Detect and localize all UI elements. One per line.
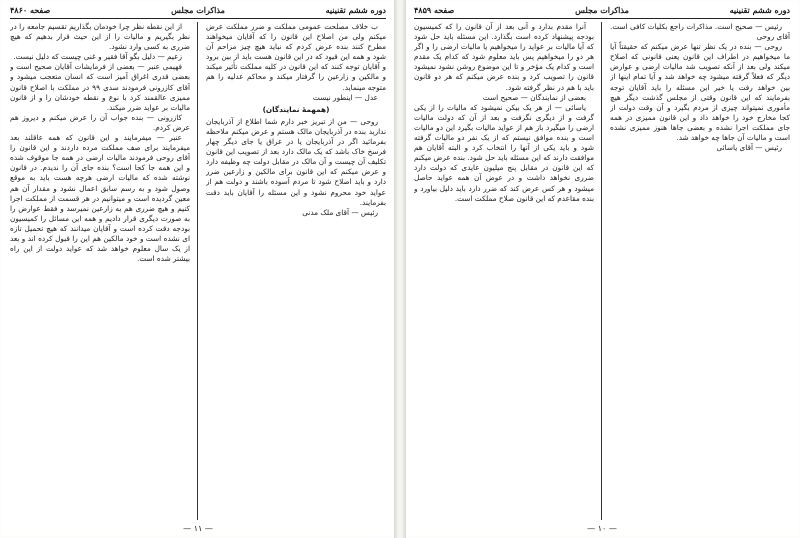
left-header-series: دوره ششم تقنینیه (325, 5, 386, 15)
right-header-page-number: صفحه ۴۸۵۹ (414, 5, 455, 15)
right-header-rule (414, 18, 790, 19)
paragraph: روحی — بنده در یک نظر تنها عرض میکنم که حقیقتاً آیا ما میخواهیم در اطراف این قانون یعنی قانونی که اصلاح میکند ولی بعد از آنکه تصویب شد مالیات ارضی و عوارض دیگر که فعلاً گرفته میشود چه خواهد شد و آیا تمام اینها از بین خواهد رفت یا خیر این مسئله را باید آقایان توجه بفرمایند که این قانون وقتی از مجلس گذشت دیگر هیچ مأموری نمیتواند چیزی از مردم بگیرد و آن وقت دولت از کجا مخارج خود را خواهد داد و این قانون ممیزی در همه جای مملکت اجرا نشده و بعضی جاها هنوز ممیزی نشده است و مالیات آن جاها چه خواهد شد. (610, 42, 790, 143)
left-page (2, 2, 394, 536)
left-page-header (10, 4, 386, 16)
paragraph: ب خلاف مصلحت عمومی مملکت و ضرر مملکت عرض میکنم ولی من اصلاح این قانون را که آقایان میخواهند مطرح کنند بنده عرض کردم که نباید هیچ چیز مزاحم آن شود و همه این قیود که در این قانون هست باید از بین برود و آقایان توجه کنند که این قانون در کلیه مملکت تأثیر میکند و مالکین و زارعین را گرفتار میکند و محاکم عدلیه را هم متوجه مینماید. (206, 22, 386, 92)
left-header-title: مذاکرات مجلس (171, 5, 225, 15)
right-header-title: مذاکرات مجلس (575, 5, 629, 15)
paragraph: رئیس — آقای ملک مدنی (302, 207, 378, 217)
paragraph: روحی — من از تبریز خبر دارم شما اطلاع از آذربایجان ندارید بنده در آذربایجان مالک هستم و عرض میکنم ملاحظه بفرمائید اگر در آذربایجان یا در عراق یا جای دیگر چهار فرسخ خاک باشد که یک مالک دارد بعد از تصویب این قانون تکلیف آن چیست و آن مالک در مقابل دولت چه وظیفه دارد و عرض میکنم که این قانون برای مالکین و زارعین ضرر دارد و باید اصلاح شود تا مردم آسوده باشند و دولت هم از عواید خود محروم نشود و این مسئله را آقایان باید دقت بفرمایند. (206, 116, 386, 207)
paragraph: یاسائی — از هر یک بیکن نمیشود که مالیات را از یکی گرفت و از دیگری نگرفت و بعد از آن که دولت مالیات ارضی را میگیرد باز هم از عواید مالیات بگیرد این دو مالیات است و بنده موافق نیستم که از یک نفر دو مالیات گرفته شود و باید یکی از آنها را انتخاب کرد و البته آقایان هم موافقت دارند که این مسئله باید حل شود. بنده عرض میکنم که این قانون در مقابل پنج میلیون عایدی که دولت دارد ضرری نخواهد داشت و در عوض آن همه عواید حاصل میشود و هر کس عرض کند که ضرر دارد باید دلیل بیاورد و بنده مقاعدم که این قانون صلاح مملکت است. (414, 102, 594, 203)
right-page-header (414, 4, 790, 16)
left-column-divider (197, 22, 198, 520)
right-page-right-column (610, 22, 790, 520)
right-column-divider (601, 22, 602, 520)
paragraph: از این نقطه نظر چرا خودمان بگذاریم تقسیم جامعه را در نظر بگیریم و مالیات را از این حیث قرار بدهیم که هیچ ضرری به کسی وارد نشود. (10, 22, 190, 52)
paragraph: رئیس — آقای یاسائی (716, 143, 782, 153)
paragraph: آنرا مقدم بدارد و آنی بعد از آن قانون را که کمیسیون بودجه پیشنهاد کرده است بگذارد. این مسئله باید حل شود که آیا مالیات بر عواید را میخواهیم یا مالیات ارضی را و اگر هر دو را میخواهیم پس باید معلوم شود که کدام یک مقدم است و کدام یک مؤخر و تا این موضوع روشن نشود نمیشود قانون را تصویب کرد و بنده عرض میکنم که هر دو قانون باید با هم در نظر گرفته شود. (414, 22, 594, 92)
paragraph: زعیم — دلیل بگو آقا فقیر و غنی چیست که دلیل نیست. (13, 52, 182, 62)
book-gutter (394, 0, 406, 538)
paragraph: عنبر — میفرمایند و این قانون که همه عاقلند بعد میفرمایند برای صف مملکت مرده داردند و این قانون را آقای روحی فرمودند مالیات ارضی در همه جا موقوف شده و این همه جا کجا است؟ بنده جای آن را ندیدم. در قانون نوشته شده که مالیات ارضی هرچه هست باید به موقع وصول شود و به رسم سابق اعمال نشود و مقدار آن هم معین گردیده است و میتوانیم در هر قسمت از مملکت اجرا کنیم و هیچ ضرری هم به زارعین نمیرسد و فقط عوارض را به صورت دیگری قرار دادیم و همه این مسائل را کمیسیون بودجه دقت کرده است و آقایان میدانند که هیچ تحمیل تازه ای نشده است و خود مالکین هم این را قبول کرده اند و بعد از یک سال معلوم خواهد شد که عواید دولت از این راه بیشتر شده است. (10, 133, 190, 264)
right-page-left-column (414, 22, 594, 520)
paragraph: (همهمهٔ نمایندگان) (262, 104, 330, 114)
left-page-right-column (206, 22, 386, 520)
paragraph: فهیمی عنبر — بعضی از فرمایشات آقایان صحیح است و بعضی قدری اغراق آمیز است که انسان متعجب میشود و آقای کازرونی فرمودند سدی ۹۹ در مملکت با اصلاح قانون ممیزی عالقمند کرد با نوع و نقطه خودشان را و از قانون مالیات بر عواید ضرر میکند. (10, 62, 190, 112)
right-page (406, 2, 798, 536)
right-header-series: دوره ششم تقنینیه (729, 5, 790, 15)
left-page-folio: — ۱۱ — (183, 524, 213, 533)
paragraph: کازرونی — بنده جواب آن را عرض میکنم و دیروز هم عرض کردم. (10, 112, 190, 132)
paragraph: بعضی از نمایندگان — صحیح است (482, 92, 586, 102)
left-page-left-column (10, 22, 190, 520)
left-header-page-number: صفحه ۴۸۶۰ (10, 5, 51, 15)
paragraph: رئیس — صحیح است. مذاکرات راجع بکلیات کافی است. آقای روحی (610, 22, 790, 42)
left-header-rule (10, 18, 386, 19)
right-page-folio: — ۱۰ — (587, 524, 617, 533)
paragraph: عدل — اینطور نیست (312, 92, 378, 102)
